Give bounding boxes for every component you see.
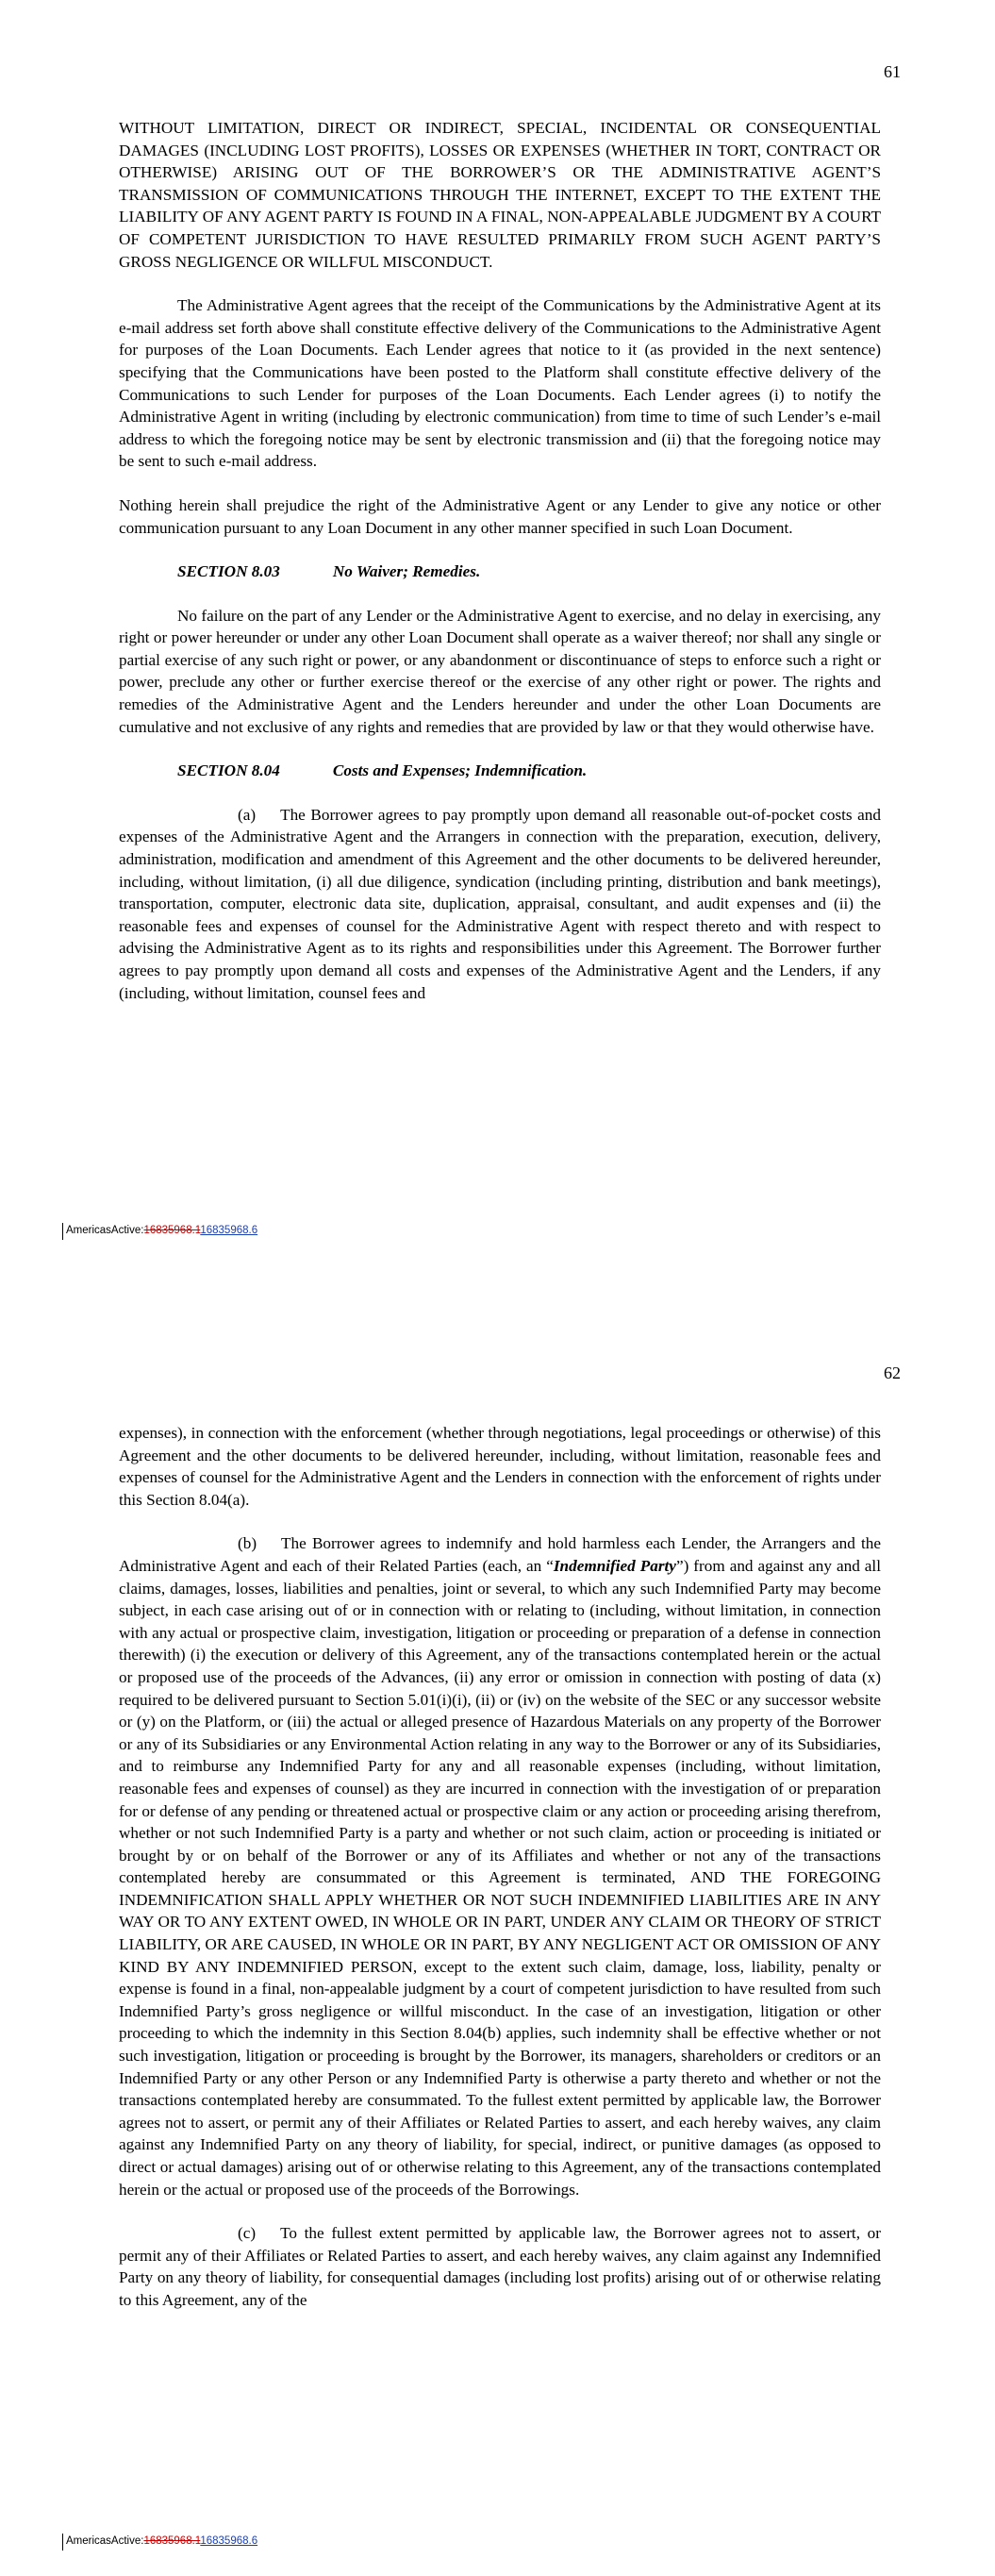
paragraph-indemnification-b: [119, 1532, 881, 2200]
document-footer: [66, 1225, 257, 1236]
defined-term: Indemnified Party: [553, 1556, 676, 1575]
paragraph-costs-expenses-a: [119, 804, 881, 1004]
section-heading-8-04: [177, 760, 881, 782]
footer-inserted-version: 16835968.6: [200, 2535, 258, 2547]
change-bar: [62, 2534, 63, 2551]
footer-label: AmericasActive:: [66, 1225, 144, 1236]
section-heading-8-03: [177, 560, 881, 583]
section-number: SECTION 8.03: [177, 562, 280, 581]
page-body: [119, 117, 881, 1026]
footer-deleted-version: 16835968.1: [143, 2535, 201, 2547]
paragraph-nothing-herein: Nothing herein shall prejudice the right of the Administrative Agent or any Lender to give any notice or other communication pursuant to any Loan Document in any other manner specified in such Loan Document.: [119, 495, 881, 537]
change-bar: [62, 1223, 63, 1240]
section-title: No Waiver; Remedies.: [332, 562, 481, 581]
paragraph-disclaimer: WITHOUT LIMITATION, DIRECT OR INDIRECT, SPECIAL, INCIDENTAL OR CONSEQUENTIAL DAMAGES (INCLUDING LOST PROFITS), LOSSES OR EXPENSES (WHETHER IN TORT, CONTRACT OR OTHERWISE) ARISING OUT OF THE BORROWER’S OR THE ADMINISTRATIVE AGENT’S TRANSMISSION OF COMMUNICATIONS THROUGH THE INTERNET, EXCEPT TO THE EXTENT THE LIABILITY OF ANY AGENT PARTY IS FOUND IN A FINAL, NON-APPEALABLE JUDGMENT BY A COURT OF COMPETENT JURISDICTION TO HAVE RESULTED PRIMARILY FROM SUCH AGENT PARTY’S GROSS NEGLIGENCE OR WILLFUL MISCONDUCT.: [119, 119, 881, 271]
paragraph-enforcement-expenses: expenses), in connection with the enforcement (whether through negotiations, legal proceedings or otherwise) of this Agreement and the other documents to be delivered hereunder, including, without limitation, reasonable fees and expenses of counsel for the Administrative Agent and the Lenders in connection with the enforcement of rights under this Section 8.04(a).: [119, 1424, 881, 1509]
subsection-label: (a): [238, 805, 257, 824]
paragraph-no-waiver: No failure on the part of any Lender or the Administrative Agent to exercise, and no delay in exercising, any right or power hereunder or under any other Loan Document shall operate as a waiver thereof; nor shall any single or partial exercise of any such right or power, or any abandonment or discontinuance of steps to enforce such a right or power, preclude any other or further exercise thereof or the exercise of any other right or power. The rights and remedies of the Administrative Agent and the Lenders hereunder and under the other Loan Documents are cumulative and not exclusive of any rights and remedies that are provided by law or that they would otherwise have.: [119, 606, 881, 736]
paragraph-text-start: The Borrower agrees to indemnify and hold harmless each Lender, the Arrangers and the Administrative Agent and each of their Related Parties (each, an “: [119, 1534, 881, 1575]
paragraph-waiver-c: [119, 2222, 881, 2311]
section-number: SECTION 8.04: [177, 761, 280, 780]
document-footer: [66, 2535, 257, 2547]
page-number: 61: [884, 62, 901, 81]
section-title: Costs and Expenses; Indemnification.: [332, 761, 588, 780]
page-62: [0, 1288, 995, 2576]
paragraph-communications-receipt: The Administrative Agent agrees that the receipt of the Communications by the Administrative Agent at its e-mail address set forth above shall constitute effective delivery of the Communications to the Administrative Agent for purposes of the Loan Documents. Each Lender agrees that notice to it (as provided in the next sentence) specifying that the Communications have been posted to the Platform shall constitute effective delivery of the Communications to such Lender for purposes of the Loan Documents. Each Lender agrees (i) to notify the Administrative Agent in writing (including by electronic communication) from time to time of such Lender’s e-mail address to which the foregoing notice may be sent by electronic transmission and (ii) that the foregoing notice may be sent to such e-mail address.: [119, 296, 881, 471]
subsection-label: (c): [238, 2224, 257, 2243]
footer-deleted-version: 16835968.1: [143, 1225, 201, 1236]
footer-inserted-version: 16835968.6: [200, 1225, 258, 1236]
paragraph-text: To the fullest extent permitted by applicable law, the Borrower agrees not to assert, or permit any of their Affiliates or Related Parties to assert, and each hereby waives, any claim against any Indemnified Party on any theory of liability, for consequential damages (including lost profits) arising out of or otherwise relating to this Agreement, any of the: [119, 2224, 881, 2309]
page-number: 62: [884, 1363, 901, 1382]
paragraph-text-rest: ”) from and against any and all claims, damages, losses, liabilities and penalties, joint or several, to which any such Indemnified Party may become subject, in each case arising out of or in connection with or relating to (including, without limitation, in connection with any actual or prospective claim, investigation, litigation or proceeding or preparation of a defense in connection therewith) (i) the execution or delivery of this Agreement, any of the transactions contemplated herein or the actual or proposed use of the proceeds of the Advances, (ii) any error or omission in connection with posting of data (x) required to be delivered pursuant to Section 5.01(i)(i), (ii) or (iv) on the website of the SEC or any successor website or (y) on the Platform, or (iii) the actual or alleged presence of Hazardous Materials on any property of the Borrower or any of its Subsidiaries or any Environmental Action relating in any way to the Borrower or any of its Subsidiaries, and to reimburse any Indemnified Party for any and all reasonable expenses (including, without limitation, reasonable fees and expenses of counsel) as they are incurred in connection with the investigation of or preparation for or defense of any pending or threatened actual or prospective claim or any action or proceeding arising therefrom, whether or not such Indemnified Party is a party and whether or not such claim, action or proceeding is initiated or brought by or on behalf of the Borrower or any of its Affiliates and whether or not any of the transactions contemplated hereby are consummated or this Agreement is terminated, AND THE FOREGOING INDEMNIFICATION SHALL APPLY WHETHER OR NOT SUCH INDEMNIFIED LIABILITIES ARE IN ANY WAY OR TO ANY EXTENT OWED, IN WHOLE OR IN PART, UNDER ANY CLAIM OR THEORY OF STRICT LIABILITY, OR ARE CAUSED, IN WHOLE OR IN PART, BY ANY NEGLIGENT ACT OR OMISSION OF ANY KIND BY ANY INDEMNIFIED PERSON, except to the extent such claim, damage, loss, liability, penalty or expense is found in a final, non-appealable judgment by a court of competent jurisdiction to have resulted from such Indemnified Party’s gross negligence or willful misconduct. In the case of an investigation, litigation or other proceeding to which the indemnity in this Section 8.04(b) applies, such indemnity shall be effective whether or not such investigation, litigation or proceeding is brought by the Borrower, its managers, shareholders or creditors or an Indemnified Party or any other Person or any Indemnified Party is otherwise a party thereto and whether or not the transactions contemplated hereby are consummated. To the fullest extent permitted by applicable law, the Borrower agrees not to assert, or permit any of their Affiliates or Related Parties to assert, and each hereby waives, any claim against any Indemnified Party on any theory of liability, for special, indirect, or punitive damages (as opposed to direct or actual damages) arising out of or otherwise relating to this Agreement, any of the transactions contemplated herein or the actual or proposed use of the proceeds of the Borrowings.: [119, 1556, 881, 2199]
subsection-label: (b): [238, 1534, 257, 1553]
paragraph-text: The Borrower agrees to pay promptly upon demand all reasonable out-of-pocket costs and expenses of the Administrative Agent and the Arrangers in connection with the preparation, execution, delivery, administration, modification and amendment of this Agreement and the other documents to be delivered hereunder, including, without limitation, (i) all due diligence, syndication (including printing, distribution and bank meetings), transportation, computer, electronic data site, duplication, appraisal, consultant, and audit expenses and (ii) the reasonable fees and expenses of counsel for the Administrative Agent with respect thereto and with respect to advising the Administrative Agent as to its rights and responsibilities under this Agreement. The Borrower further agrees to pay promptly upon demand all costs and expenses of the Administrative Agent and the Lenders, if any (including, without limitation, counsel fees and: [119, 805, 881, 1002]
footer-label: AmericasActive:: [66, 2535, 144, 2547]
page-body: [119, 1422, 881, 2333]
